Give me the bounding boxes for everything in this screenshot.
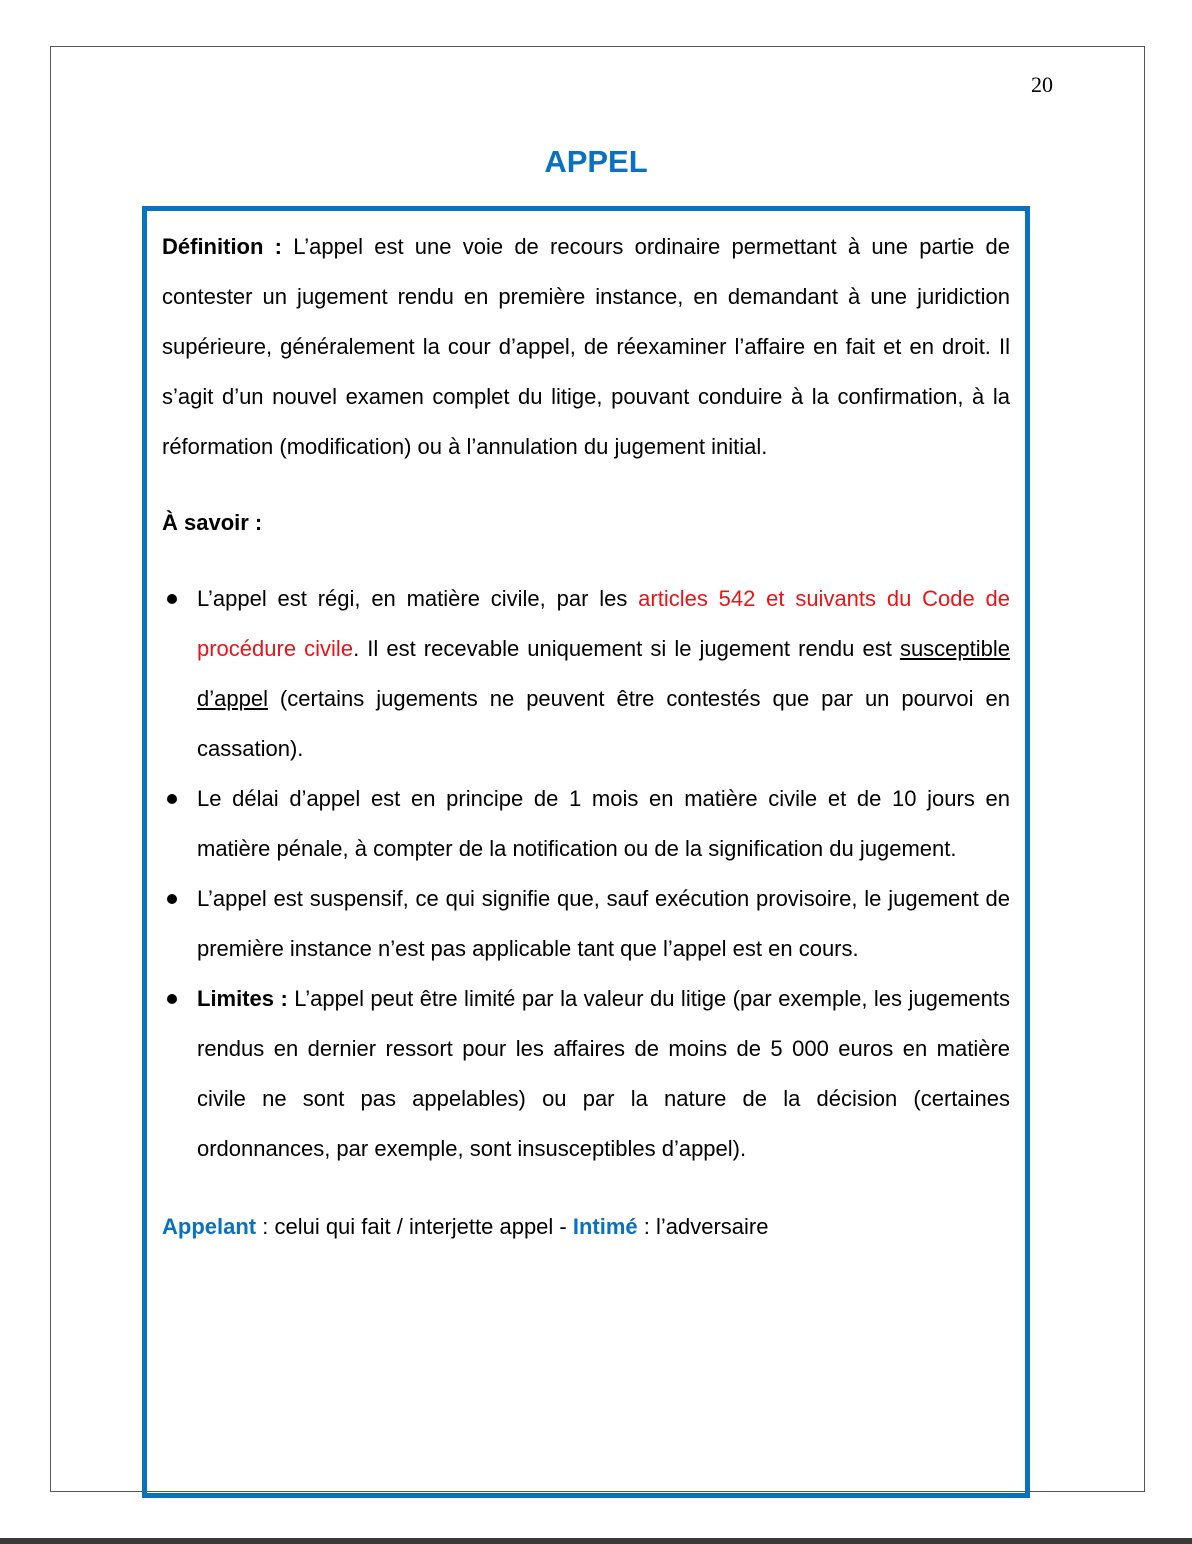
item-text-before: L’appel est régi, en matière civile, par les (197, 586, 639, 611)
item-text: Le délai d’appel est en principe de 1 mois en matière civile et de 10 jours en matière pénale, à compter de la notification ou de la signification du jugement. (197, 786, 1010, 861)
definition-text: L’appel est une voie de recours ordinaire permettant à une partie de contester un jugement rendu en première instance, en demandant à une juridiction supérieure, généralement la cour d’appel, de réexaminer l’affaire en fait et en droit. Il s’agit d’un nouvel examen complet du litige, pouvant conduire à la confirmation, à la réformation (modification) ou à l’annulation du jugement initial. (162, 234, 1010, 459)
appelant-intime-line (162, 1202, 1010, 1252)
definition-label: Définition : (162, 234, 282, 259)
bullet-icon (167, 594, 177, 604)
bullet-icon (167, 994, 177, 1004)
list-item (162, 874, 1010, 974)
definition-paragraph (162, 222, 1010, 472)
page-title: APPEL (544, 144, 648, 179)
item-text: L’appel est suspensif, ce qui signifie que, sauf exécution provisoire, le jugement de première instance n’est pas applicable tant que l’appel est en cours. (197, 886, 1010, 961)
bottom-edge-bar (0, 1538, 1192, 1544)
appelant-text: : celui qui fait / interjette appel - (256, 1214, 573, 1239)
list-item (162, 974, 1010, 1174)
list-item (162, 774, 1010, 874)
bullet-icon (167, 894, 177, 904)
underlined-term: susceptible d’appel (197, 636, 1011, 711)
legal-reference: articles 542 et suivants du Code de procédure civile (197, 586, 1010, 661)
page-number: 20 (1031, 72, 1053, 97)
savoir-heading: À savoir : (162, 510, 263, 535)
limites-label: Limites : (197, 986, 288, 1011)
intime-text: : l’adversaire (637, 1214, 769, 1239)
savoir-list (162, 574, 1010, 1174)
intime-label: Intimé (572, 1214, 638, 1239)
bullet-icon (167, 794, 177, 804)
list-item (162, 574, 1010, 774)
item-text-middle: . Il est recevable uniquement si le jugement rendu est (353, 636, 900, 661)
box-content (162, 222, 1010, 1252)
item-text: L’appel peut être limité par la valeur du litige (par exemple, les jugements rendus en dernier ressort pour les affaires de moins de 5 000 euros en matière civile ne sont pas appelables) ou par la nature de la décision (certaines ordonnances, par exemple, sont insusceptibles d’appel). (197, 986, 1010, 1161)
definition-box (142, 206, 1030, 1498)
item-text-after: (certains jugements ne peuvent être contestés que par un pourvoi en cassation). (197, 686, 1010, 761)
appelant-label: Appelant (162, 1214, 257, 1239)
